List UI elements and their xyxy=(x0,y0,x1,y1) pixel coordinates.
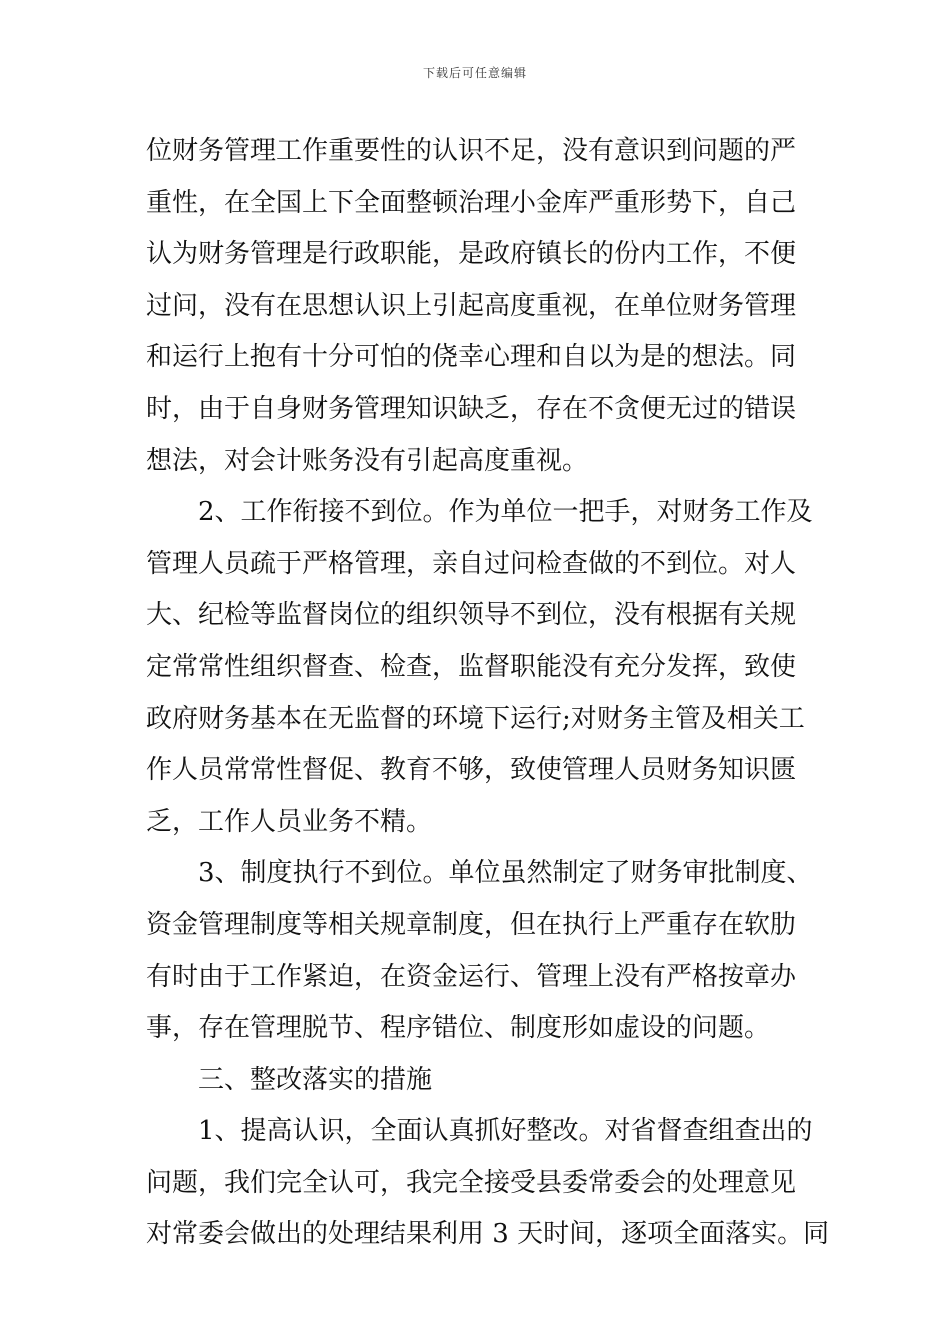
text-line: 位财务管理工作重要性的认识不足，没有意识到问题的严 xyxy=(146,136,797,166)
paragraph-heading-2: 2、工作衔接不到位。作为单位一把手，对财务工作及 xyxy=(198,497,813,528)
text-line: 事，存在管理脱节、程序错位、制度形如虚设的问题。 xyxy=(146,1013,771,1044)
text-line: 资金管理制度等相关规章制度，但在执行上严重存在软肋 xyxy=(146,909,797,940)
text-line: 政府财务基本在无监督的环境下运行;对财务主管及相关工 xyxy=(146,703,805,734)
text-line: 管理人员疏于严格管理，亲自过问检查做的不到位。对人 xyxy=(146,548,797,579)
text-line: 对常委会做出的处理结果利用 3 天时间，逐项全面落实。同 xyxy=(146,1219,830,1250)
text-line: 大、纪检等监督岗位的组织领导不到位，没有根据有关规 xyxy=(146,600,797,631)
text-line: 定常常性组织督查、检查，监督职能没有充分发挥，致使 xyxy=(146,651,797,682)
text-line: 问题，我们完全认可，我完全接受县委常委会的处理意见 xyxy=(146,1167,797,1198)
text-line: 重性，在全国上下全面整顿治理小金库严重形势下，自己 xyxy=(146,187,797,218)
text-line: 作人员常常性督促、教育不够，致使管理人员财务知识匮 xyxy=(146,755,797,786)
document-body xyxy=(146,126,830,1261)
text-line: 过问，没有在思想认识上引起高度重视，在单位财务管理 xyxy=(146,290,797,321)
page-header: 下载后可任意编辑 xyxy=(422,66,527,80)
text-line: 时，由于自身财务管理知识缺乏，存在不贪便无过的错误 xyxy=(146,393,797,424)
section-heading: 三、整改落实的措施 xyxy=(198,1064,433,1095)
text-line: 想法，对会计账务没有引起高度重视。 xyxy=(146,445,589,476)
paragraph-heading-3: 3、制度执行不到位。单位虽然制定了财务审批制度、 xyxy=(198,858,813,889)
paragraph-heading-1: 1、提高认识，全面认真抓好整改。对省督查组查出的 xyxy=(198,1116,813,1147)
text-line: 乏，工作人员业务不精。 xyxy=(146,806,433,837)
text-line: 认为财务管理是行政职能，是政府镇长的份内工作，不便 xyxy=(146,239,797,270)
text-line: 和运行上抱有十分可怕的侥幸心理和自以为是的想法。同 xyxy=(146,342,797,373)
text-line: 有时由于工作紧迫，在资金运行、管理上没有严格按章办 xyxy=(146,961,797,992)
